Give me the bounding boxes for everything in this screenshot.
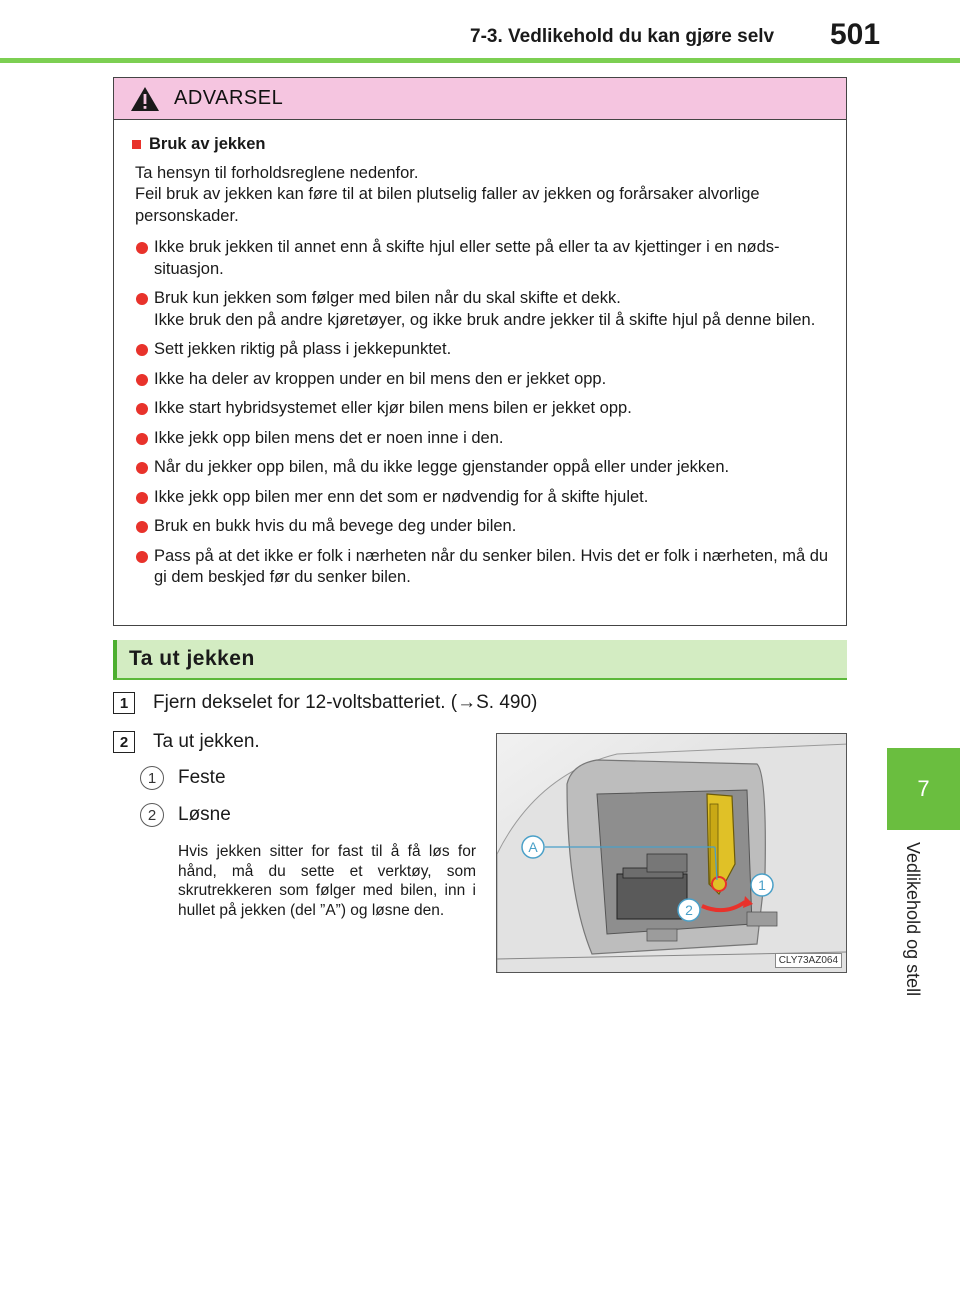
- warning-list-text: Ikke jekk opp bilen mens det er noen inne i den.: [154, 428, 504, 447]
- jack-illustration: [496, 733, 847, 973]
- sub-item-1: [140, 766, 226, 790]
- warning-title: ADVARSEL: [174, 87, 284, 109]
- bullet-dot-icon: [136, 492, 148, 504]
- warning-triangle-icon: [130, 86, 160, 112]
- bullet-dot-icon: [136, 462, 148, 474]
- sub-item-2: [140, 803, 231, 827]
- section-heading: [113, 640, 847, 680]
- circled-number: 1: [140, 766, 164, 790]
- step-2: [113, 731, 260, 753]
- warning-list-item: [132, 487, 832, 509]
- warning-list-item: [132, 457, 832, 479]
- warning-list-text: Ikke ha deler av kroppen under en bil mens den er jekket opp.: [154, 369, 607, 388]
- label-2: 2: [685, 902, 693, 918]
- figure-code: CLY73AZ064: [775, 953, 842, 968]
- warning-list-item: [132, 516, 832, 538]
- warning-subheading-text: Bruk av jekken: [149, 135, 266, 153]
- bullet-dot-icon: [136, 374, 148, 386]
- bullet-dot-icon: [136, 521, 148, 533]
- warning-subheading: [132, 134, 832, 156]
- warning-list-text: Ikke start hybridsystemet eller kjør bilen mens bilen er jekket opp.: [154, 399, 632, 417]
- warning-list-item: [132, 339, 832, 361]
- bullet-dot-icon: [136, 433, 148, 445]
- warning-list: [132, 237, 832, 589]
- step-1: [113, 692, 537, 714]
- warning-box: [113, 77, 847, 626]
- section-heading-title: Ta ut jekken: [129, 647, 255, 670]
- bullet-dot-icon: [136, 293, 148, 305]
- circled-number: 2: [140, 803, 164, 827]
- bullet-dot-icon: [136, 403, 148, 415]
- warning-list-text: Pass på at det ikke er folk i nærheten når du senker bilen. Hvis det er folk i nærheten, må du gi dem beskjed før du senker bilen.: [154, 546, 829, 586]
- bullet-dot-icon: [136, 344, 148, 356]
- note-text: Hvis jekken sitter for fast til å få løs for hånd, må du sette et verktøy, som skrutrekkeren som følger med bilen, inn i hullet på jekken (del ”A”) og løsne den.: [178, 843, 476, 919]
- section-title: 7-3. Vedlikehold du kan gjøre selv: [470, 26, 775, 47]
- chapter-tab: 7: [887, 748, 960, 830]
- warning-list-item: [132, 398, 832, 420]
- sub-item-text: Feste: [178, 767, 226, 788]
- square-bullet-icon: [132, 140, 141, 149]
- chapter-side-label: Vedlikehold og stell: [903, 842, 923, 997]
- sub-item-text: Løsne: [178, 804, 231, 825]
- header-divider: [0, 58, 960, 63]
- warning-list-text: Bruk kun jekken som følger med bilen når du skal skifte et dekk. Ikke bruk den på andre kjøretøyer, og ikke bruk andre jekker til å skifte hjul på denne bilen.: [154, 289, 816, 329]
- warning-list-item: [132, 369, 832, 391]
- step-text: Fjern dekselet for 12-voltsbatteriet. (→S. 490): [153, 692, 538, 713]
- warning-list-text: Ikke bruk jekken til annet enn å skifte hjul eller sette på eller ta av kjettinger i en nøds-situasjon.: [154, 238, 780, 278]
- warning-list-text: Bruk en bukk hvis du må bevege deg under bilen.: [154, 517, 517, 535]
- warning-list-item: [132, 237, 832, 280]
- warning-list-text: Når du jekker opp bilen, må du ikke legge gjenstander oppå eller under jekken.: [154, 458, 730, 476]
- step-number: 1: [113, 692, 135, 714]
- step-text: Ta ut jekken.: [153, 731, 260, 752]
- warning-list-item: [132, 288, 832, 331]
- label-a: A: [528, 839, 538, 855]
- warning-list-item: [132, 546, 832, 589]
- trunk-illustration: [497, 734, 847, 973]
- page-number: 501: [830, 18, 881, 51]
- warning-header: [114, 78, 846, 120]
- warning-body: [114, 120, 846, 589]
- label-1: 1: [758, 877, 766, 893]
- bullet-dot-icon: [136, 242, 148, 254]
- warning-list-text: Ikke jekk opp bilen mer enn det som er nødvendig for å skifte hjulet.: [154, 487, 649, 506]
- warning-list-text: Sett jekken riktig på plass i jekkepunktet.: [154, 340, 452, 358]
- step-number: 2: [113, 731, 135, 753]
- warning-intro: Ta hensyn til forholdsreglene nedenfor. Feil bruk av jekken kan føre til at bilen plutselig faller av jekken og forårsaker alvorlige personskader.: [135, 163, 760, 225]
- bullet-dot-icon: [136, 551, 148, 563]
- warning-list-item: [132, 428, 832, 450]
